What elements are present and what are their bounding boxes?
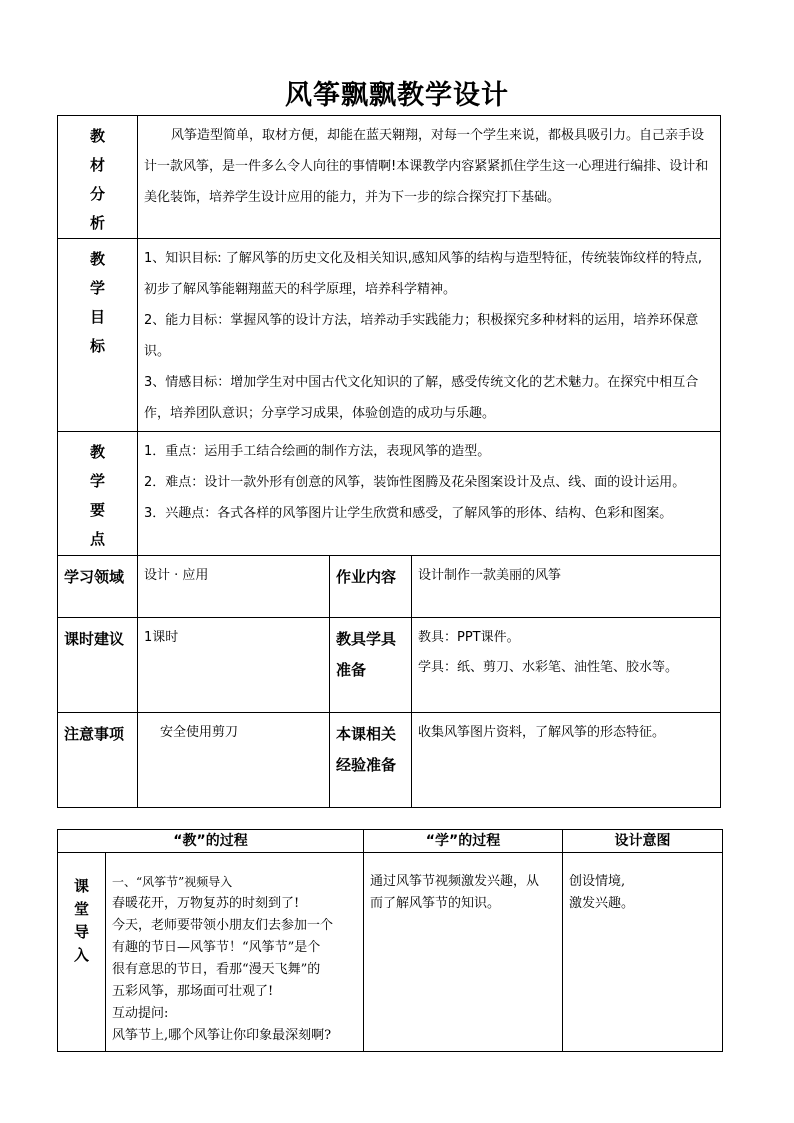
experience-label: 本课相关 经验准备: [330, 713, 412, 808]
homework-value: 设计制作一款美丽的风筝: [412, 556, 721, 618]
tools-label: 教具学具 准备: [330, 618, 412, 713]
key-points-label: 教 学 要 点: [58, 432, 138, 556]
hours-label: 课时建议: [58, 618, 138, 713]
teaching-goals-label: 教 学 目 标: [58, 239, 138, 432]
hours-value: 1课时: [138, 618, 330, 713]
lesson-overview-table: [57, 115, 721, 808]
teach-process-header: “教”的过程: [58, 830, 364, 853]
domain-label: 学习领域: [58, 556, 138, 618]
material-analysis-label: 教 材 分 析: [58, 116, 138, 239]
material-analysis-text: 风筝造型简单，取材方便，却能在蓝天翱翔，对每一个学生来说，都极具吸引力。自己亲手设计一款风筝，是一件多么令人向往的事情啊!本课教学内容紧紧抓住学生这一心理进行编排、设计和美化装饰，培养学生设计应用的能力，并为下一步的综合探究打下基础。: [138, 116, 721, 239]
notes-value: 安全使用剪刀: [138, 713, 330, 808]
notes-label: 注意事项: [58, 713, 138, 808]
stage-label-intro: 课 堂 导 入: [58, 853, 106, 1052]
design-intent-header: 设计意图: [563, 830, 723, 853]
key-point-focus: 1．重点：运用手工结合绘画的制作方法，表现风筝的造型。: [144, 444, 491, 459]
key-point-interest: 3．兴趣点：各式各样的风筝图片让学生欣赏和感受，了解风筝的形体、结构、色彩和图案。: [144, 506, 673, 521]
key-points-content: [138, 432, 721, 556]
learn-process-header: “学”的过程: [364, 830, 563, 853]
learn-process-content: 通过风筝节视频激发兴趣，从 而了解风筝节的知识。: [364, 853, 563, 1052]
tools-value: 教具：PPT课件。 学具：纸、剪刀、水彩笔、油性笔、胶水等。: [412, 618, 721, 713]
teaching-goals-content: [138, 239, 721, 432]
key-point-difficulty: 2．难点：设计一款外形有创意的风筝，装饰性图腾及花朵图案设计及点、线、面的设计运用。: [144, 475, 686, 490]
experience-value: 收集风筝图片资料，了解风筝的形态特征。: [412, 713, 721, 808]
goal-knowledge: 1、知识目标: 了解风筝的历史文化及相关知识,感知风筝的结构与造型特征，传统装饰纹样的特点,初步了解风筝能翱翔蓝天的科学原理，培养科学精神。: [144, 251, 703, 297]
homework-label: 作业内容: [330, 556, 412, 618]
teach-process-content: 一、“风筝节”视频导入 春暖花开，万物复苏的时刻到了! 今天，老师要带领小朋友们去参加一个 有趣的节日—风筝节！“风筝节”是个 很有意思的节日，看那“漫天飞舞”的 五彩风筝，那场面可壮观了! 互动提问: 风筝节上,哪个风筝让你印象最深刻啊?: [106, 853, 364, 1052]
goal-emotion: 3、情感目标：增加学生对中国古代文化知识的了解，感受传统文化的艺术魅力。在探究中相互合作，培养团队意识；分享学习成果，体验创造的成功与乐趣。: [144, 375, 699, 421]
page-title: 风筝飘飘教学设计: [285, 80, 509, 111]
goal-ability: 2、能力目标：掌握风筝的设计方法，培养动手实践能力；积极探究多种材料的运用，培养环保意识。: [144, 313, 699, 359]
design-intent-content: 创设情境, 激发兴趣。: [563, 853, 723, 1052]
domain-value: 设计 · 应用: [138, 556, 330, 618]
teaching-process-table: [57, 829, 723, 1052]
